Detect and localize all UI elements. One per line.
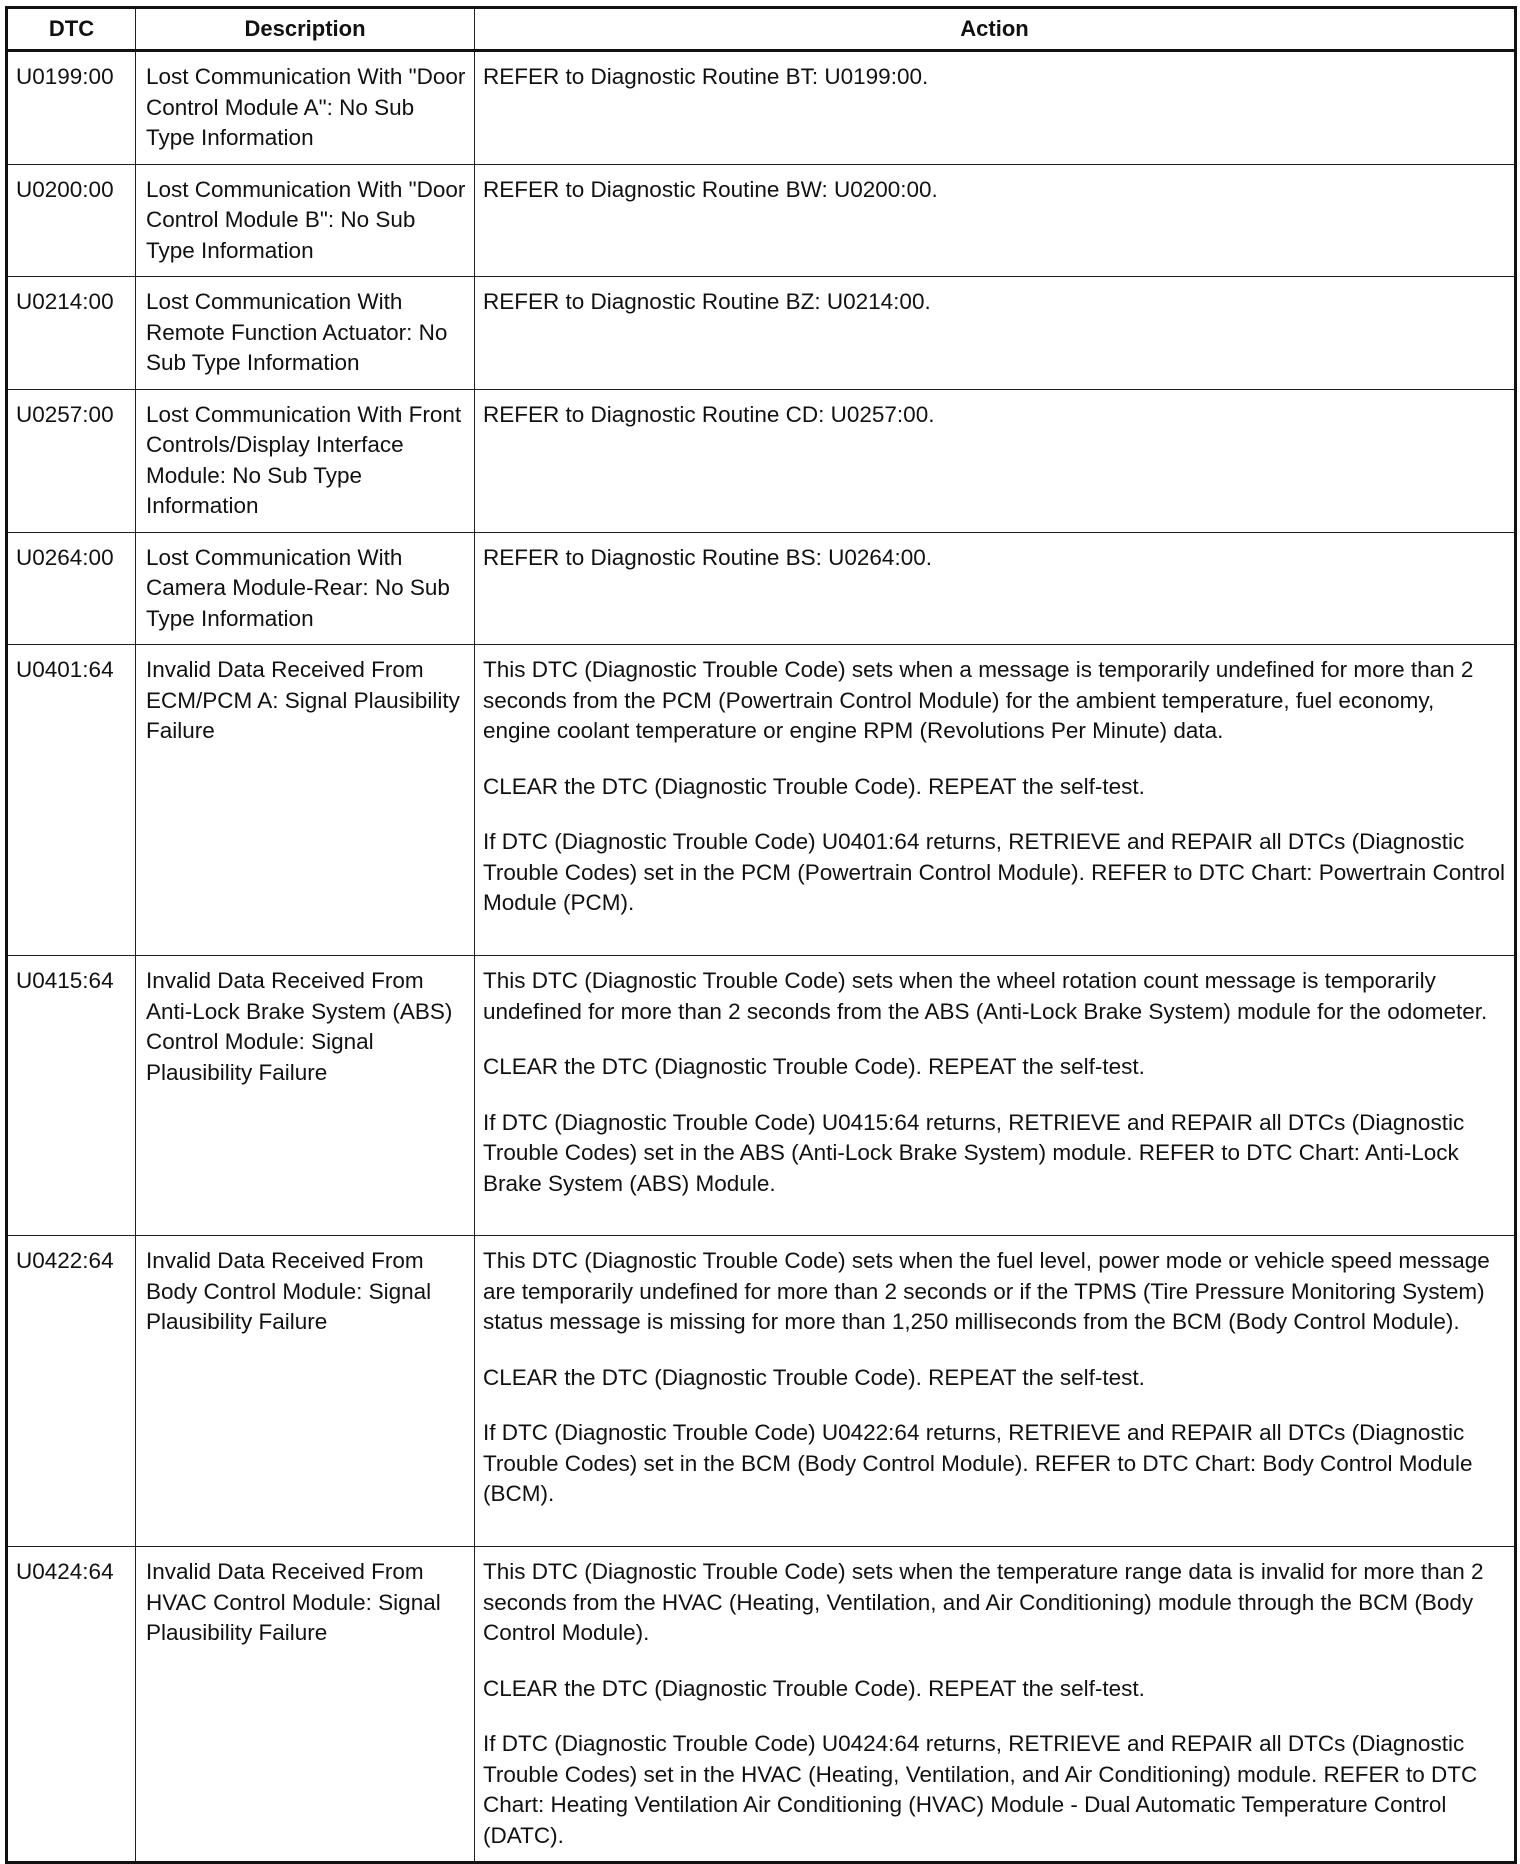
action-paragraph: This DTC (Diagnostic Trouble Code) sets when the fuel level, power mode or vehicle speed message are temporarily undefined for more than 2 seconds or if the TPMS (Tire Pressure Monitoring System) status message is missing for more than 1,250 milliseconds from the BCM (Body Control Module). <box>483 1248 1490 1334</box>
action-paragraph: REFER to Diagnostic Routine BW: U0200:00. <box>483 176 938 202</box>
action-paragraph: This DTC (Diagnostic Trouble Code) sets when a message is temporarily undefined for more than 2 seconds from the PCM (Powertrain Control Module) for the ambient temperature, fuel economy, engine coolant temperature or engine RPM (Revolutions Per Minute) data. <box>483 657 1474 743</box>
action-paragraph: If DTC (Diagnostic Trouble Code) U0401:64 returns, RETRIEVE and REPAIR all DTCs (Diagnostic Trouble Codes) set in the PCM (Powertrain Control Module). REFER to DTC Chart: Powertrain Control Module (PCM). <box>483 829 1506 915</box>
action-paragraph: CLEAR the DTC (Diagnostic Trouble Code). REPEAT the self-test. <box>483 1364 1145 1390</box>
table-row <box>7 1236 1516 1547</box>
table-row <box>7 645 1516 956</box>
table-row <box>7 532 1516 645</box>
dtc-code: U0214:00 <box>7 277 136 390</box>
dtc-code: U0422:64 <box>7 1236 136 1547</box>
dtc-description: Invalid Data Received From Body Control Module: Signal Plausibility Failure <box>136 1236 475 1547</box>
dtc-description: Lost Communication With Front Controls/Display Interface Module: No Sub Type Information <box>136 389 475 532</box>
dtc-description: Invalid Data Received From Anti-Lock Brake System (ABS) Control Module: Signal Plausibility Failure <box>136 956 475 1236</box>
header-row <box>7 8 1516 51</box>
dtc-action <box>475 1236 1516 1547</box>
table-row <box>7 164 1516 277</box>
dtc-action <box>475 532 1516 645</box>
dtc-description: Lost Communication With Remote Function Actuator: No Sub Type Information <box>136 277 475 390</box>
dtc-description: Invalid Data Received From ECM/PCM A: Signal Plausibility Failure <box>136 645 475 956</box>
dtc-table <box>5 6 1517 1864</box>
table-row <box>7 956 1516 1236</box>
action-paragraph: If DTC (Diagnostic Trouble Code) U0422:64 returns, RETRIEVE and REPAIR all DTCs (Diagnostic Trouble Codes) set in the BCM (Body Control Module). REFER to DTC Chart: Body Control Module (BCM). <box>483 1420 1473 1506</box>
header-dtc: DTC <box>7 8 136 51</box>
table-header <box>7 8 1516 51</box>
dtc-action <box>475 956 1516 1236</box>
table-row <box>7 277 1516 390</box>
header-action: Action <box>475 8 1516 51</box>
action-paragraph: If DTC (Diagnostic Trouble Code) U0424:64 returns, RETRIEVE and REPAIR all DTCs (Diagnostic Trouble Codes) set in the HVAC (Heating, Ventilation, and Air Conditioning) module. REFER to DTC Chart: Heating Ventilation Air Conditioning (HVAC) Module - Dual Automatic Temperature Control (DATC). <box>483 1731 1478 1848</box>
action-paragraph: If DTC (Diagnostic Trouble Code) U0415:64 returns, RETRIEVE and REPAIR all DTCs (Diagnostic Trouble Codes) set in the ABS (Anti-Lock Brake System) module. REFER to DTC Chart: Anti-Lock Brake System (ABS) Module. <box>483 1109 1465 1196</box>
dtc-description: Lost Communication With Camera Module-Rear: No Sub Type Information <box>136 532 475 645</box>
action-paragraph: CLEAR the DTC (Diagnostic Trouble Code). REPEAT the self-test. <box>483 1675 1145 1701</box>
action-paragraph: REFER to Diagnostic Routine CD: U0257:00. <box>483 401 935 427</box>
action-paragraph: REFER to Diagnostic Routine BT: U0199:00. <box>483 64 929 89</box>
dtc-code: U0257:00 <box>7 389 136 532</box>
dtc-action <box>475 645 1516 956</box>
action-paragraph: CLEAR the DTC (Diagnostic Trouble Code). REPEAT the self-test. <box>483 773 1145 799</box>
dtc-code: U0264:00 <box>7 532 136 645</box>
dtc-description: Lost Communication With "Door Control Module A": No Sub Type Information <box>136 51 475 165</box>
action-paragraph: This DTC (Diagnostic Trouble Code) sets when the temperature range data is invalid for more than 2 seconds from the HVAC (Heating, Ventilation, and Air Conditioning) module through the BCM (Body Control Module). <box>483 1559 1484 1645</box>
dtc-code: U0401:64 <box>7 645 136 956</box>
dtc-action <box>475 1547 1516 1863</box>
dtc-code: U0424:64 <box>7 1547 136 1863</box>
action-paragraph: REFER to Diagnostic Routine BZ: U0214:00. <box>483 289 931 314</box>
dtc-description: Invalid Data Received From HVAC Control Module: Signal Plausibility Failure <box>136 1547 475 1863</box>
dtc-action <box>475 164 1516 277</box>
dtc-description: Lost Communication With "Door Control Module B": No Sub Type Information <box>136 164 475 277</box>
table-row <box>7 389 1516 532</box>
table-row <box>7 1547 1516 1863</box>
dtc-action <box>475 277 1516 390</box>
dtc-action <box>475 51 1516 165</box>
dtc-code: U0415:64 <box>7 956 136 1236</box>
dtc-action <box>475 389 1516 532</box>
action-paragraph: This DTC (Diagnostic Trouble Code) sets when the wheel rotation count message is temporarily undefined for more than 2 seconds from the ABS (Anti-Lock Brake System) module for the odometer. <box>483 968 1488 1024</box>
header-description: Description <box>136 8 475 51</box>
action-paragraph: REFER to Diagnostic Routine BS: U0264:00. <box>483 544 932 570</box>
action-paragraph: CLEAR the DTC (Diagnostic Trouble Code). REPEAT the self-test. <box>483 1054 1145 1079</box>
table-row <box>7 51 1516 165</box>
dtc-code: U0199:00 <box>7 51 136 165</box>
dtc-code: U0200:00 <box>7 164 136 277</box>
table-body <box>7 51 1516 1863</box>
